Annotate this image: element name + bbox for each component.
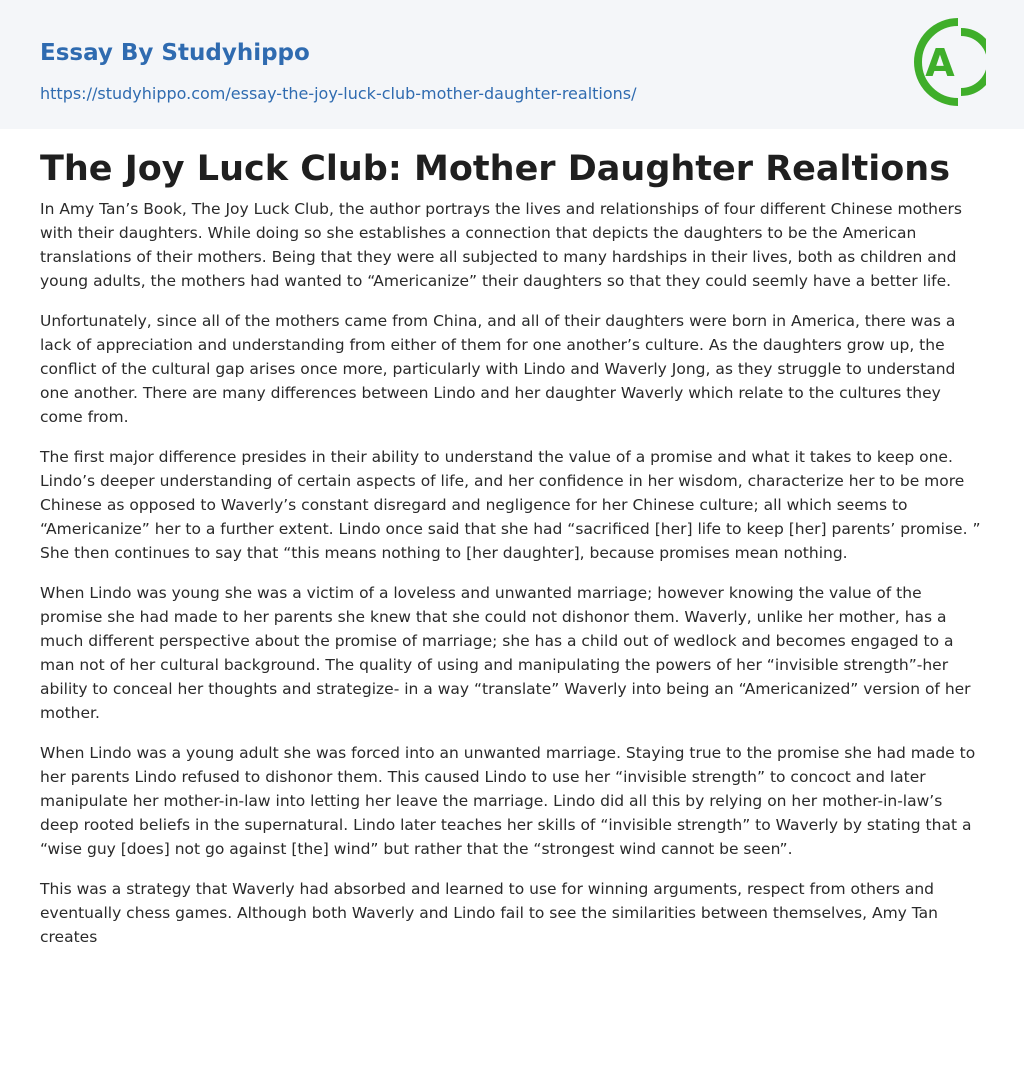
essay-url-link[interactable]: https://studyhippo.com/essay-the-joy-luck-club-mother-daughter-realtions/	[40, 84, 637, 103]
essay-paragraph: In Amy Tan’s Book, The Joy Luck Club, the author portrays the lives and relationships of four different Chinese mothers with their daughters. While doing so she establishes a connection that depicts the daughters to be the American translations of their mothers. Being that they were all subjected to many hardships in their lives, both as children and young adults, the mothers had wanted to “Americanize” their daughters so that they could seemly have a better life.	[40, 199, 962, 290]
article	[0, 147, 1024, 949]
essay-paragraph: When Lindo was a young adult she was forced into an unwanted marriage. Staying true to the promise she had made to her parents Lindo refused to dishonor them. This caused Lindo to use her “invisible strength” to concoct and later manipulate her mother-in-law into letting her leave the marriage. Lindo did all this by relying on her mother-in-law’s deep rooted beliefs in the supernatural. Lindo later teaches her skills of “invisible strength” to Waverly by stating that a “wise guy [does] not go against [the] wind” but rather that the “strongest wind cannot be seen”.	[40, 743, 976, 858]
logo-letter: A	[925, 41, 955, 85]
essay-paragraph: The first major difference presides in their ability to understand the value of a promise and what it takes to keep one. Lindo’s deeper understanding of certain aspects of life, and her confidence in her wisdom, characterize her to be more Chinese as opposed to Waverly’s constant disregard and negligence for her Chinese culture; all which seems to “Americanize” her to a further extent. Lindo once said that she had “sacrificed [her] life to keep [her] parents’ promise. ” She then continues to say that “this means nothing to [her daughter], because promises mean nothing.	[40, 447, 981, 562]
page-title: The Joy Luck Club: Mother Daughter Realtions	[40, 149, 951, 189]
site-header	[0, 0, 1024, 129]
studyhippo-logo-icon[interactable]	[912, 18, 986, 106]
essay-paragraph: When Lindo was young she was a victim of a loveless and unwanted marriage; however knowing the value of the promise she had made to her parents she knew that she could not dishonor them. Waverly, unlike her mother, has a much different perspective about the promise of marriage; she has a child out of wedlock and becomes engaged to a man not of her cultural background. The quality of using and manipulating the powers of her “invisible strength”-her ability to conceal her thoughts and strategize- in a way “translate” Waverly into being an “Americanized” version of her mother.	[40, 583, 971, 722]
essay-paragraph: Unfortunately, since all of the mothers came from China, and all of their daughters were born in America, there was a lack of appreciation and understanding from either of them for one another’s culture. As the daughters grow up, the conflict of the cultural gap arises once more, particularly with Lindo and Waverly Jong, as they struggle to understand one another. There are many differences between Lindo and her daughter Waverly which relate to the cultures they come from.	[40, 311, 956, 426]
site-brand[interactable]: Essay By Studyhippo	[40, 40, 310, 66]
essay-paragraph: This was a strategy that Waverly had absorbed and learned to use for winning arguments, respect from others and eventually chess games. Although both Waverly and Lindo fail to see the similarities between themselves, Amy Tan creates	[40, 879, 939, 946]
